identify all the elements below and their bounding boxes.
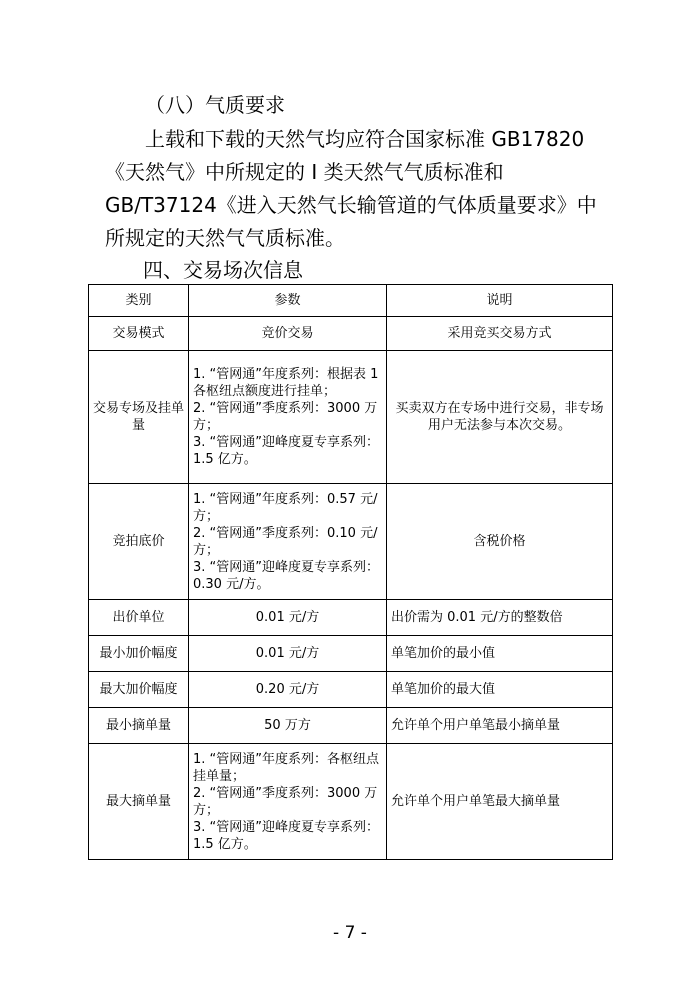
table-row xyxy=(89,672,613,708)
row-category: 最小摘单量 xyxy=(89,708,189,744)
row-category: 交易模式 xyxy=(89,317,189,351)
row-description: 含税价格 xyxy=(387,484,613,600)
row-description: 买卖双方在专场中进行交易，非专场用户无法参与本次交易。 xyxy=(387,351,613,484)
table-header-row xyxy=(89,285,613,317)
section-heading-trading-session: 四、交易场次信息 xyxy=(143,258,303,282)
table-row xyxy=(89,351,613,484)
param-line: 1. “管网通”年度系列：0.57 元/方； xyxy=(193,491,378,524)
header-category: 类别 xyxy=(89,285,189,317)
row-category: 最大摘单量 xyxy=(89,744,189,860)
table-row xyxy=(89,600,613,636)
row-category: 交易专场及挂单量 xyxy=(89,351,189,484)
row-parameter xyxy=(189,351,387,484)
param-line: 3. “管网通”迎峰度夏专享系列：1.5 亿方。 xyxy=(193,819,380,852)
header-parameter: 参数 xyxy=(189,285,387,317)
table-row xyxy=(89,484,613,600)
table-row xyxy=(89,708,613,744)
param-line: 1. “管网通”年度系列：根据表 1 各枢纽点额度进行挂单； xyxy=(193,367,379,399)
row-parameter: 竞价交易 xyxy=(189,317,387,351)
param-line: 2. “管网通”季度系列：3000 万方； xyxy=(193,785,378,818)
page-number: - 7 - xyxy=(333,923,367,943)
trading-session-table xyxy=(88,284,613,860)
section-heading-gas-quality: （八）气质要求 xyxy=(145,93,285,117)
param-line: 3. “管网通”迎峰度夏专享系列：1.5 亿方。 xyxy=(193,435,380,467)
param-line: 1. “管网通”年度系列：各枢纽点挂单量； xyxy=(193,751,380,784)
row-parameter xyxy=(189,744,387,860)
row-description: 单笔加价的最小值 xyxy=(387,636,613,672)
param-line: 2. “管网通”季度系列：3000 万方； xyxy=(193,401,378,433)
row-description: 采用竞买交易方式 xyxy=(387,317,613,351)
gas-quality-paragraph: 上载和下载的天然气均应符合国家标准 GB17820《天然气》中所规定的 I 类天然气气质标准和 GB/T37124《进入天然气长输管道的气体质量要求》中所规定的天然气气质标准。 xyxy=(105,127,597,250)
row-parameter: 0.01 元/方 xyxy=(189,636,387,672)
table-row xyxy=(89,636,613,672)
table-row xyxy=(89,317,613,351)
row-parameter xyxy=(189,484,387,600)
row-description: 单笔加价的最大值 xyxy=(387,672,613,708)
row-description: 允许单个用户单笔最大摘单量 xyxy=(387,744,613,860)
table-row xyxy=(89,744,613,860)
param-line: 3. “管网通”迎峰度夏专享系列：0.30 元/方。 xyxy=(193,559,380,592)
row-category: 最大加价幅度 xyxy=(89,672,189,708)
row-category: 最小加价幅度 xyxy=(89,636,189,672)
param-line: 2. “管网通”季度系列：0.10 元/方； xyxy=(193,525,378,558)
row-category: 出价单位 xyxy=(89,600,189,636)
row-parameter: 0.20 元/方 xyxy=(189,672,387,708)
header-description: 说明 xyxy=(387,285,613,317)
row-description: 允许单个用户单笔最小摘单量 xyxy=(387,708,613,744)
row-category: 竞拍底价 xyxy=(89,484,189,600)
row-description: 出价需为 0.01 元/方的整数倍 xyxy=(387,600,613,636)
row-parameter: 50 万方 xyxy=(189,708,387,744)
row-parameter: 0.01 元/方 xyxy=(189,600,387,636)
